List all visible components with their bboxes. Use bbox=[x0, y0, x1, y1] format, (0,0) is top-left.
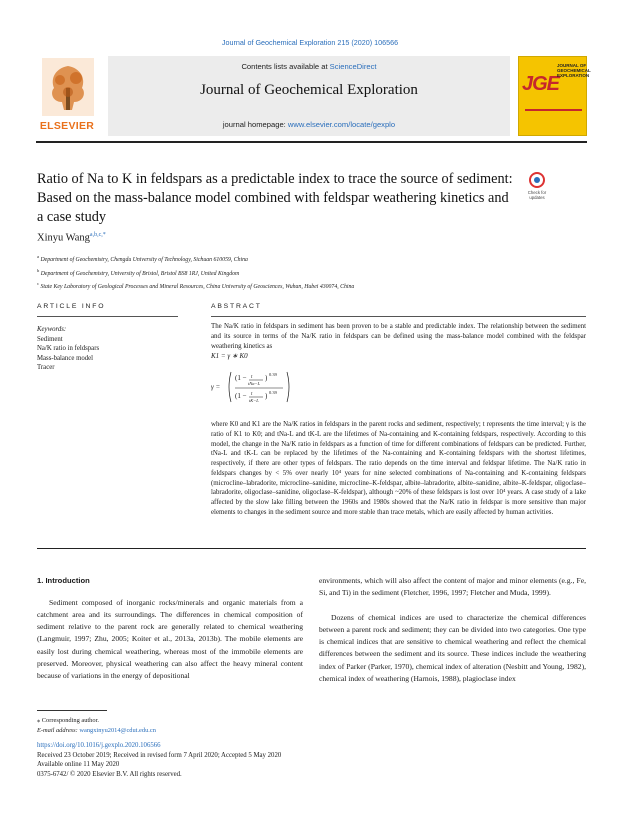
contents-prefix: Contents lists available at bbox=[241, 62, 330, 71]
contents-line bbox=[108, 62, 510, 71]
received-line: Received 23 October 2019; Received in revised form 7 April 2020; Accepted 5 May 2020 bbox=[37, 751, 282, 759]
homepage-line bbox=[108, 120, 510, 129]
homepage-prefix: journal homepage: bbox=[222, 120, 288, 129]
affiliation-item: $^b$ Department of Geochemistry, University of Bristol, Bristol BS8 1RJ, United Kingdom bbox=[37, 267, 240, 277]
corresponding-author-note: ⁎ Corresponding author. bbox=[37, 717, 99, 724]
doi-link[interactable]: https://doi.org/10.1016/j.gexplo.2020.106566 bbox=[37, 742, 161, 749]
keywords-block bbox=[37, 325, 177, 373]
svg-text:t: t bbox=[251, 392, 253, 397]
check-for-updates-badge[interactable] bbox=[522, 172, 552, 204]
masthead-rule bbox=[36, 141, 587, 143]
keyword-item: Sediment bbox=[37, 335, 63, 343]
abstract-paragraph-1: The Na/K ratio in feldspars in sediment has been proven to be a stable and predictable index. The relationship between the sediment and its source in terms of the Na/K ratio in feldspars can be defined using the mass-balance model combined with the feldspar weathering kinetics as bbox=[211, 323, 586, 350]
article-title: Ratio of Na to K in feldspars as a predictable index to trace the source of sediment: Based on the mass-balance model combined with feldspar weathering kinetics and a case study bbox=[37, 171, 513, 225]
publication-history bbox=[37, 741, 367, 779]
abstract-paragraph-2: where K0 and K1 are the Na/K ratios in feldspars in the parent rocks and sediment, respectively; t represents the time interval; γ is the ratio of K1 to K0; and tNa-L and tK-L are the lifetimes of Na-containing and K-containing feldspars, respectively. According to this model, the change in the Na/K ratio in feldspars as a function of time for different combinations of feldspars can be predicted. Further, tNa-L and tK-L can be replaced by the lifetimes of the Na-containing and K-containing feldspars with the shortest lifetimes, respectively, if there are other types of feldspars. The ratio depends on the time interval and feldspar lifetime. The Na/K ratio in feldspars changes by < 5% over nearly 10⁴ years for nine selected combinations of Na-containing and K-containing feldspars (microcline–labradorite, microcline–sanidine, microcline–K-feldspar, albite–labradorite, albite–sanidine, albite–K-feldspar, oligoclase–labradorite, oligoclase–sanidine, oligoclase–K-feldspar), although ~20% of these feldspars is lost over 10⁴ years. A case study of a lake affected by the slow lake filling between the 1960s and 1980s showed that the Na/K ratio in feldspar is more sensitive than major elements to changes in the sediment source and more stable than trace metals, which are easily affected by human activities. bbox=[211, 421, 586, 516]
elsevier-tree-icon bbox=[42, 58, 94, 116]
cover-title: JOURNAL OF GEOCHEMICAL EXPLORATION bbox=[557, 63, 591, 79]
homepage-link[interactable]: www.elsevier.com/locate/gexplo bbox=[287, 120, 396, 129]
sciencedirect-link[interactable]: ScienceDirect bbox=[329, 62, 377, 71]
article-info-heading: ARTICLE INFO bbox=[37, 303, 106, 310]
introduction-heading: 1. Introduction bbox=[37, 576, 90, 585]
check-updates-label: Check for updates bbox=[527, 190, 547, 200]
check-updates-icon bbox=[529, 172, 545, 188]
svg-text:): ) bbox=[265, 374, 268, 382]
intro-left-paragraph: Sediment composed of inorganic rocks/minerals and organic materials from a catchment area and its surroundings. The differences in chemical composition of sediment relative to the parent rock are generally related to chemical weathering (Langmuir, 1997; Zhu, 2005; Koiter et al., 2013a, 2013b). The mobile elements are easily lost during chemical weathering, whereas most of the immobile elements are preserved. Moreover, physical weathering can also affect the heavy mineral content because of variations in the energy of depositional bbox=[37, 598, 303, 680]
svg-text:tK−L: tK−L bbox=[249, 398, 259, 403]
available-line: Available online 11 May 2020 bbox=[37, 761, 120, 769]
affiliation-item: $^a$ Department of Geochemistry, Chengdu University of Technology, Sichuan 610059, China bbox=[37, 254, 248, 263]
email-label: E-mail address: bbox=[37, 726, 80, 734]
svg-text:tNa−L: tNa−L bbox=[248, 381, 261, 386]
svg-text:(1 −: (1 − bbox=[235, 374, 247, 382]
abstract-rule bbox=[211, 316, 586, 317]
svg-text:t: t bbox=[251, 375, 253, 380]
keyword-item: Mass-balance model bbox=[37, 354, 94, 362]
email-line bbox=[37, 726, 337, 736]
footnote bbox=[37, 716, 337, 735]
cover-divider bbox=[525, 109, 582, 111]
corresponding-mark[interactable]: * bbox=[102, 232, 106, 238]
keyword-item: Na/K ratio in feldspars bbox=[37, 345, 100, 353]
journal-banner bbox=[108, 56, 510, 136]
keyword-item: Tracer bbox=[37, 364, 55, 372]
author-line bbox=[37, 232, 106, 244]
svg-text:0.39: 0.39 bbox=[269, 390, 277, 395]
article-info-rule bbox=[37, 316, 178, 317]
svg-text:0.39: 0.39 bbox=[269, 372, 277, 377]
footnote-rule bbox=[37, 710, 107, 711]
journal-citation-link[interactable]: Journal of Geochemical Exploration 215 (2020) 106566 bbox=[221, 38, 399, 47]
journal-title: Journal of Geochemical Exploration bbox=[200, 82, 418, 98]
journal-cover[interactable] bbox=[518, 56, 591, 136]
email-link[interactable]: wangxinyu2014@cdut.edu.cn bbox=[79, 726, 156, 734]
affiliations bbox=[37, 252, 577, 293]
svg-text:γ =: γ = bbox=[211, 383, 221, 391]
keywords-label: Keywords: bbox=[37, 326, 67, 333]
abstract-bottom-rule bbox=[37, 548, 586, 549]
intro-right-paragraph-2: Dozens of chemical indices are used to characterize the chemical differences between a parent rock and sediment; they can be divided into two categories. One type is chemical indices that are sensitive to chemical weathering and reflect the chemical differences between the sediment and its source. These indices include the weathering index of Parker (Parker, 1970), chemical index of alteration (Nesbitt and Young, 1982), chemical index of weathering (Harnois, 1988), plagioclase index bbox=[319, 613, 586, 683]
svg-text:(1 −: (1 − bbox=[235, 392, 247, 400]
elsevier-wordmark: ELSEVIER bbox=[39, 120, 95, 132]
elsevier-logo[interactable] bbox=[36, 56, 98, 136]
equation-gamma bbox=[211, 370, 411, 404]
equation-k1: K1 = γ ∗ K0 bbox=[211, 352, 248, 360]
masthead bbox=[36, 56, 591, 136]
intro-right-paragraph-1: environments, which will also affect the content of major and minor elements (e.g., Fe, Si, and Ti) in the sediment (Fletcher, 1996, 1997; Fletcher and Muda, 1999). bbox=[319, 576, 586, 598]
copyright-line: 0375-6742/ © 2020 Elsevier B.V. All rights reserved. bbox=[37, 770, 182, 778]
author-name[interactable]: Xinyu Wang bbox=[37, 232, 90, 244]
abstract-heading: ABSTRACT bbox=[211, 303, 262, 310]
svg-text:): ) bbox=[265, 392, 268, 400]
affiliation-item: $^c$ State Key Laboratory of Geological Processes and Mineral Resources, China University of Geosciences, Wuhan, Hubei 430074, China bbox=[37, 281, 355, 290]
author-affil-marks[interactable]: a,b,c, bbox=[89, 232, 103, 238]
cover-abbrev: JGE bbox=[522, 73, 560, 95]
